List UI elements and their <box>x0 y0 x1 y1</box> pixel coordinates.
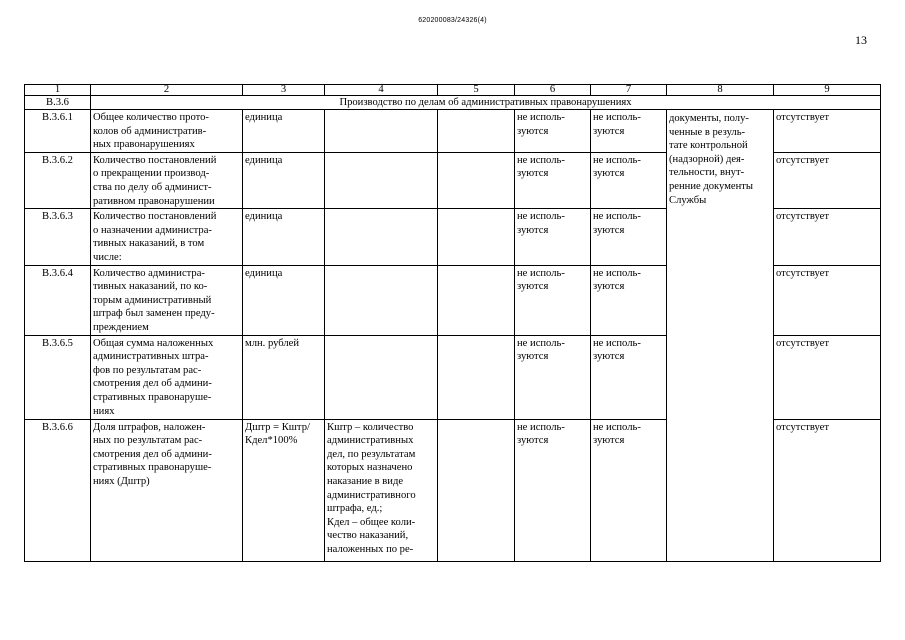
indicator-name: Общая сумма наложенных административных штра- фов по результатам рас- смотрения дел об админи- стративных правонаруше- ниях <box>91 335 243 419</box>
row-code: В.3.6.2 <box>25 152 91 208</box>
indicator-name: Количество администра- тивных наказаний, по ко- торым административный штраф был заменен преду- преждением <box>91 265 243 335</box>
col6-cell: не исполь- зуются <box>515 110 591 153</box>
column-number: 3 <box>243 85 325 96</box>
col5-cell <box>438 110 515 153</box>
column-number: 6 <box>515 85 591 96</box>
indicators-table <box>24 84 881 562</box>
section-code: В.3.6 <box>25 96 91 110</box>
col7-cell: не исполь- зуются <box>591 152 667 208</box>
unit-cell: единица <box>243 110 325 153</box>
indicator-name: Количество постановлений о прекращении производ- ства по делу об админист- ративном правонарушении <box>91 152 243 208</box>
col6-cell: не исполь- зуются <box>515 335 591 419</box>
column-number: 5 <box>438 85 515 96</box>
document-id: 620200083/24326(4) <box>418 17 487 24</box>
row-code: В.3.6.1 <box>25 110 91 153</box>
row-code: В.3.6.5 <box>25 335 91 419</box>
col9-cell: отсутствует <box>774 265 881 335</box>
unit-cell: единица <box>243 265 325 335</box>
col6-cell: не исполь- зуются <box>515 209 591 265</box>
col7-cell: не исполь- зуются <box>591 209 667 265</box>
col7-cell: не исполь- зуются <box>591 335 667 419</box>
page-number: 13 <box>855 33 867 47</box>
column-number: 7 <box>591 85 667 96</box>
data-source-cell: документы, полу- ченные в резуль- тате контрольной (надзорной) дея- тельности, внут- ренние документы Службы <box>667 110 774 562</box>
col7-cell: не исполь- зуются <box>591 265 667 335</box>
unit-cell: Дштр = Кштр/ Кдел*100% <box>243 419 325 561</box>
unit-cell: единица <box>243 209 325 265</box>
col5-cell <box>438 265 515 335</box>
formula-cell <box>325 335 438 419</box>
unit-cell: млн. рублей <box>243 335 325 419</box>
col9-cell: отсутствует <box>774 209 881 265</box>
column-number: 2 <box>91 85 243 96</box>
section-row <box>25 96 881 110</box>
row-code: В.3.6.3 <box>25 209 91 265</box>
indicator-name: Количество постановлений о назначении администра- тивных наказаний, в том числе: <box>91 209 243 265</box>
formula-cell <box>325 209 438 265</box>
col6-cell: не исполь- зуются <box>515 419 591 561</box>
col7-cell: не исполь- зуются <box>591 110 667 153</box>
col9-cell: отсутствует <box>774 110 881 153</box>
col9-cell: отсутствует <box>774 419 881 561</box>
table-row <box>25 110 881 153</box>
col5-cell <box>438 209 515 265</box>
col6-cell: не исполь- зуются <box>515 152 591 208</box>
col9-cell: отсутствует <box>774 335 881 419</box>
indicator-name: Общее количество прото- колов об административ- ных правонарушениях <box>91 110 243 153</box>
formula-cell <box>325 110 438 153</box>
row-code: В.3.6.4 <box>25 265 91 335</box>
column-number-row <box>25 85 881 96</box>
unit-cell: единица <box>243 152 325 208</box>
col6-cell: не исполь- зуются <box>515 265 591 335</box>
indicator-name: Доля штрафов, наложен- ных по результатам рас- смотрения дел об админи- стративных правонаруше- ниях (Дштр) <box>91 419 243 561</box>
col7-cell: не исполь- зуются <box>591 419 667 561</box>
column-number: 4 <box>325 85 438 96</box>
column-number: 9 <box>774 85 881 96</box>
col5-cell <box>438 152 515 208</box>
formula-cell <box>325 265 438 335</box>
col5-cell <box>438 335 515 419</box>
section-title: Производство по делам об административных правонарушениях <box>91 96 881 110</box>
row-code: В.3.6.6 <box>25 419 91 561</box>
col9-cell: отсутствует <box>774 152 881 208</box>
formula-cell <box>325 152 438 208</box>
column-number: 8 <box>667 85 774 96</box>
formula-cell: Кштр – количество административных дел, по результатам которых назначено наказание в виде административного штрафа, ед.; Кдел – общее коли- чество наказаний, наложенных по ре- <box>325 419 438 561</box>
column-number: 1 <box>25 85 91 96</box>
col5-cell <box>438 419 515 561</box>
